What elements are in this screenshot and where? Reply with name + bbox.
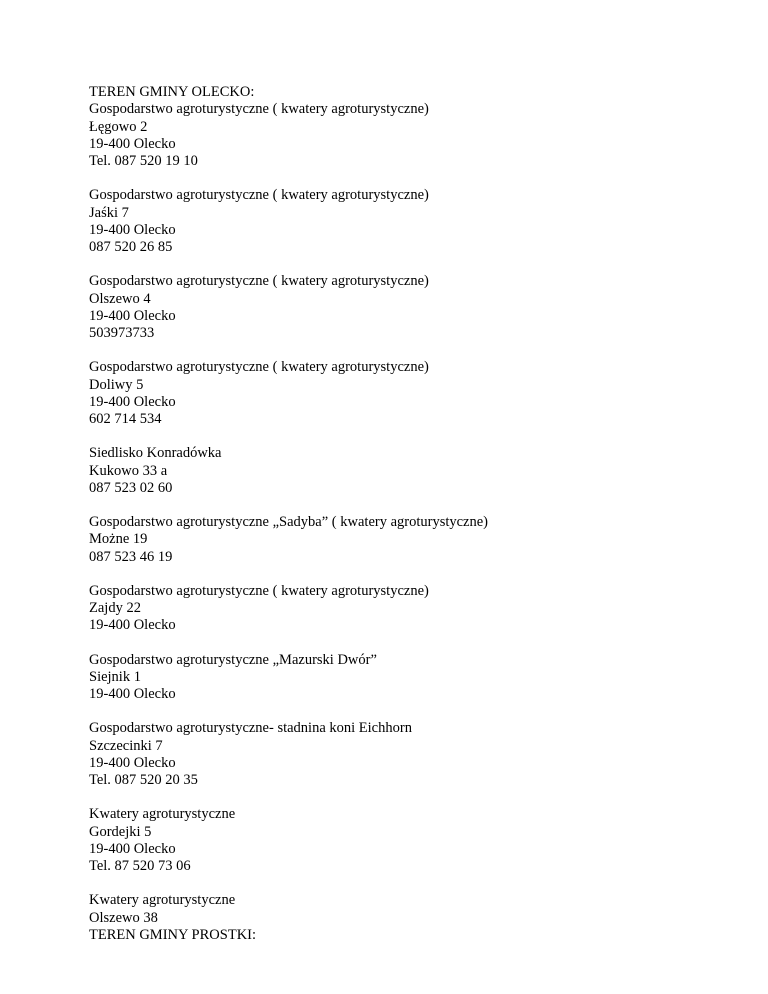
entry-phone: 087 523 02 60 [89,479,173,496]
entry-phone: 087 520 26 85 [89,239,173,255]
entry-name: Gospodarstwo agroturystyczne ( kwatery agroturystyczne) [89,101,429,118]
listing-entry [89,583,749,635]
entry-postal-code: 19-400 Olecko [89,754,176,771]
entry-phone: Tel. 087 520 19 10 [89,153,198,169]
entry-postal-code: 19-400 Olecko [89,686,176,702]
listing-entry [89,806,749,875]
listing-entry [89,84,749,170]
listing-entry [89,187,749,256]
entry-name: Gospodarstwo agroturystyczne ( kwatery agroturystyczne) [89,359,429,376]
entry-postal-code: 19-400 Olecko [89,840,176,857]
entry-name: Gospodarstwo agroturystyczne ( kwatery agroturystyczne) [89,187,429,204]
listing-entry [89,273,749,342]
entry-name: Gospodarstwo agroturystyczne „Mazurski Dwór” [89,651,377,668]
entry-address: Jaśki 7 [89,204,129,221]
entry-phone: 087 523 46 19 [89,548,173,565]
section-heading: TEREN GMINY OLECKO: [89,84,255,100]
entry-address: Olszewo 4 [89,290,151,307]
entry-name: Siedlisko Konradówka [89,445,222,462]
listing-entry [89,720,749,789]
listing-entry [89,514,749,566]
entry-address: Doliwy 5 [89,376,144,393]
listing-entry [89,359,749,428]
entry-address: Szczecinki 7 [89,737,163,754]
entry-address: Siejnik 1 [89,668,141,685]
entry-name: Gospodarstwo agroturystyczne ( kwatery agroturystyczne) [89,582,429,599]
entry-name: Kwatery agroturystyczne [89,806,236,823]
entry-address: Zajdy 22 [89,600,141,616]
entry-name: Gospodarstwo agroturystyczne- stadnina koni Eichhorn [89,720,412,737]
entry-address: Gordejki 5 [89,823,152,840]
entry-name: Gospodarstwo agroturystyczne ( kwatery agroturystyczne) [89,273,429,290]
listing-entry [89,445,749,497]
entry-postal-code: 19-400 Olecko [89,135,176,152]
entry-address: Łęgowo 2 [89,118,148,135]
entry-phone: Tel. 87 520 73 06 [89,858,191,874]
entry-postal-code: 19-400 Olecko [89,393,176,410]
listing-entry [89,652,749,704]
entry-postal-code: 19-400 Olecko [89,221,176,238]
entry-name: Kwatery agroturystyczne [89,892,236,909]
entry-phone: Tel. 087 520 20 35 [89,772,198,788]
entry-address: Kukowo 33 a [89,462,168,479]
entry-postal-code: 19-400 Olecko [89,617,176,634]
entry-name: Gospodarstwo agroturystyczne „Sadyba” ( kwatery agroturystyczne) [89,514,489,530]
listing-entry [89,892,749,944]
entry-phone: 602 714 534 [89,411,162,427]
entry-phone: 503973733 [89,325,155,341]
entry-address: Możne 19 [89,531,148,548]
document-page [89,84,749,944]
entry-postal-code: 19-400 Olecko [89,307,176,324]
entry-address: Olszewo 38 [89,909,158,926]
section-heading: TEREN GMINY PROSTKI: [89,926,257,943]
